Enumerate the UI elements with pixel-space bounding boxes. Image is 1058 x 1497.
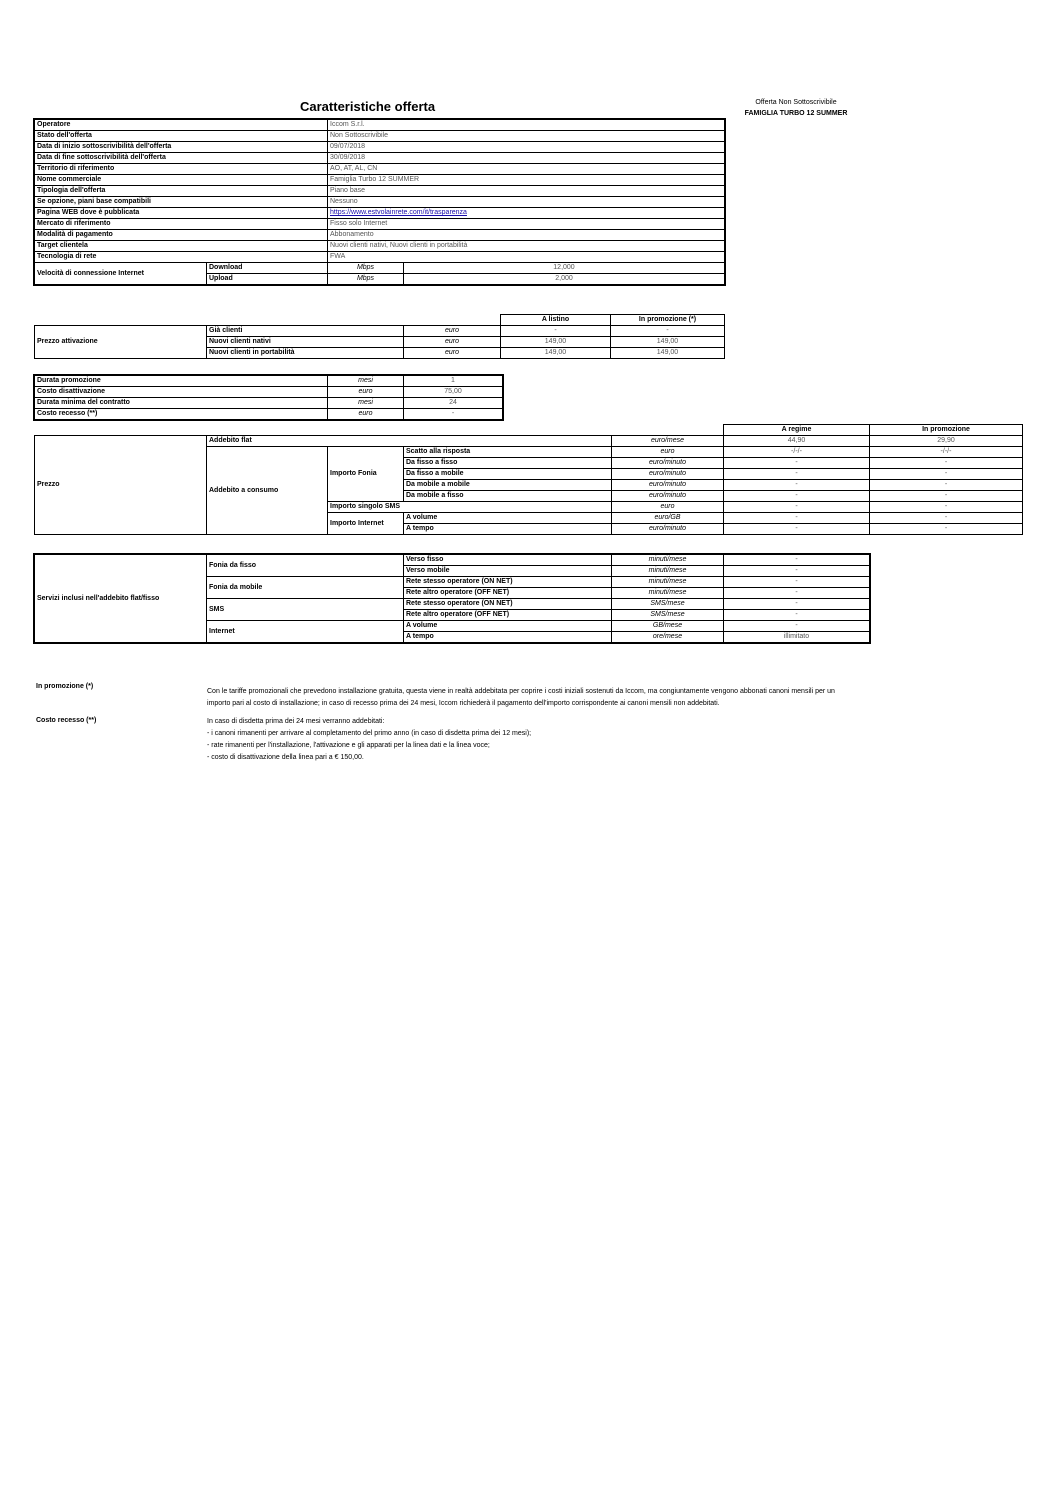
unit: euro [404,337,501,348]
recesso-note-line: In caso di disdetta prima dei 24 mesi verranno addebitati: [207,718,385,725]
duration-label: Durata promozione [35,376,328,387]
activation-row-label: Nuovi clienti nativi [207,337,404,348]
sms-service-label: SMS [207,599,404,621]
duration-value: 1 [404,376,503,387]
flat-promo: 29,90 [870,436,1023,447]
download-value: 12,000 [404,263,725,274]
price-row-label: A volume [404,513,612,524]
activation-table [34,314,725,359]
info-label: Target clientela [35,241,328,252]
col-listino: A listino [501,315,611,326]
price-row-label: Da mobile a fisso [404,491,612,502]
page-title: Caratteristiche offerta [300,99,436,114]
promo-value: - [870,480,1023,491]
sms-label: Importo singolo SMS [328,502,612,513]
recesso-note-line: - i canoni rimanenti per arrivare al completamento del primo anno (in caso di disdetta prima dei 12 mesi); [207,730,532,737]
unit: euro/minuto [612,524,724,535]
flat-regime: 44,90 [724,436,870,447]
promo-value: - [870,491,1023,502]
unit: mesi [328,376,404,387]
service-row-label: Rete stesso operatore (ON NET) [404,577,612,588]
table-row [35,326,725,337]
table-row [35,387,503,398]
upload-unit: Mbps [328,274,404,285]
fonia-label: Importo Fonia [328,447,404,502]
price-row-label: Scatto alla risposta [404,447,612,458]
info-value: 30/09/2018 [328,153,725,164]
promo-value: - [870,513,1023,524]
table-row [35,175,725,186]
offer-web-link[interactable]: https://www.estvolainrete.com/it/trasparenza [330,209,467,216]
recesso-note-label: Costo recesso (**) [36,717,97,724]
regime-value: - [724,480,870,491]
unit: euro/mese [612,436,724,447]
upload-label: Upload [207,274,328,285]
info-value: Non Sottoscrivibile [328,131,725,142]
duration-label: Costo disattivazione [35,387,328,398]
info-label: Data di inizio sottoscrivibilità dell'offerta [35,142,328,153]
listino-value: - [501,326,611,337]
duration-label: Durata minima del contratto [35,398,328,409]
service-value: - [724,621,870,632]
service-value: - [724,566,870,577]
unit: euro/minuto [612,480,724,491]
recesso-note [207,716,1017,764]
table-row [35,131,725,142]
info-label: Stato dell'offerta [35,131,328,142]
info-value: Abbonamento [328,230,725,241]
service-row-label: Rete altro operatore (OFF NET) [404,588,612,599]
table-row [35,409,503,420]
price-row-label: A tempo [404,524,612,535]
speed-label: Velocità di connessione Internet [35,263,207,285]
table-row [35,120,725,131]
info-value[interactable] [328,208,725,219]
service-row-label: A tempo [404,632,612,643]
table-row [35,263,725,274]
services-table [34,554,870,643]
promo-value: -/-/- [870,447,1023,458]
info-label: Operatore [35,120,328,131]
download-label: Download [207,263,328,274]
promo-value: - [870,524,1023,535]
promo-note-line: Con le tariffe promozionali che prevedono installazione gratuita, questa viene in realtà addebitata per coprire i costi iniziali sostenuti da Iccom, ma congiuntamente vengono abbonati canoni mensili per un [207,688,835,695]
service-row-label: A volume [404,621,612,632]
unit: ore/mese [612,632,724,643]
regime-value: - [724,469,870,480]
regime-value: - [724,502,870,513]
recesso-note-line: - rate rimanenti per l'installazione, l'attivazione e gli apparati per la linea dati e la linea voce; [207,742,490,749]
table-row [35,153,725,164]
info-label: Tipologia dell'offerta [35,186,328,197]
table-row [35,208,725,219]
internet-service-label: Internet [207,621,404,643]
unit: euro/minuto [612,491,724,502]
info-value: 09/07/2018 [328,142,725,153]
consumo-label: Addebito a consumo [207,447,328,535]
price-label: Prezzo [35,436,207,535]
table-row [35,219,725,230]
promo-note-label: In promozione (*) [36,683,94,690]
offer-name-line: FAMIGLIA TURBO 12 SUMMER [744,110,848,117]
info-value: Nuovi clienti nativi, Nuovi clienti in portabilità [328,241,725,252]
flat-label: Addebito flat [207,436,612,447]
unit: mesi [328,398,404,409]
service-value: - [724,610,870,621]
unit: euro/minuto [612,469,724,480]
service-value: - [724,599,870,610]
duration-value: 24 [404,398,503,409]
price-row-label: Da mobile a mobile [404,480,612,491]
table-row [35,230,725,241]
price-row-label: Da fisso a fisso [404,458,612,469]
info-label: Nome commerciale [35,175,328,186]
info-label: Pagina WEB dove è pubblicata [35,208,328,219]
promo-value: 149,00 [611,337,725,348]
download-unit: Mbps [328,263,404,274]
info-label: Modalità di pagamento [35,230,328,241]
unit: euro [404,348,501,359]
info-value: Nessuno [328,197,725,208]
info-value: Fisso solo Internet [328,219,725,230]
info-value: FWA [328,252,725,263]
col-regime: A regime [724,425,870,436]
offer-status-line: Offerta Non Sottoscrivibile [755,99,837,106]
offer-status-note [732,97,860,119]
activation-label: Prezzo attivazione [35,326,207,359]
fonia-mobile-label: Fonia da mobile [207,577,404,599]
unit: euro/minuto [612,458,724,469]
unit: GB/mese [612,621,724,632]
regime-value: - [724,513,870,524]
service-row-label: Verso fisso [404,555,612,566]
listino-value: 149,00 [501,337,611,348]
duration-table [34,375,503,420]
price-table [34,424,1023,535]
duration-value: - [404,409,503,420]
regime-value: -/-/- [724,447,870,458]
unit: euro [328,387,404,398]
fonia-fisso-label: Fonia da fisso [207,555,404,577]
info-label: Data di fine sottoscrivibilità dell'offerta [35,153,328,164]
table-row [35,398,503,409]
info-label: Tecnologia di rete [35,252,328,263]
info-value: AO, AT, AL, CN [328,164,725,175]
unit: euro [612,447,724,458]
info-table [34,119,725,285]
unit: euro/GB [612,513,724,524]
unit: minuti/mese [612,566,724,577]
table-row [35,186,725,197]
service-row-label: Verso mobile [404,566,612,577]
table-row [35,252,725,263]
info-label: Se opzione, piani base compatibili [35,197,328,208]
services-label: Servizi inclusi nell'addebito flat/fisso [35,555,207,643]
table-row [35,142,725,153]
info-value: Iccom S.r.l. [328,120,725,131]
regime-value: - [724,524,870,535]
promo-value: - [611,326,725,337]
internet-label: Importo Internet [328,513,404,535]
unit: euro [328,409,404,420]
duration-value: 75,00 [404,387,503,398]
info-label: Territorio di riferimento [35,164,328,175]
activation-row-label: Già clienti [207,326,404,337]
unit: minuti/mese [612,577,724,588]
service-row-label: Rete stesso operatore (ON NET) [404,599,612,610]
promo-value: - [870,469,1023,480]
unit: minuti/mese [612,588,724,599]
table-row [35,555,870,566]
service-value: - [724,588,870,599]
duration-label: Costo recesso (**) [35,409,328,420]
promo-note-line: importo pari al costo di installazione; in caso di recesso prima dei 24 mesi, Iccom richiederà il pagamento dell'importo corrispondente ai canoni mensili non addebitati. [207,700,720,707]
promo-value: - [870,502,1023,513]
table-row [35,436,1023,447]
unit: euro [404,326,501,337]
price-row-label: Da fisso a mobile [404,469,612,480]
promo-note [207,686,1017,710]
table-row [35,197,725,208]
info-label: Mercato di riferimento [35,219,328,230]
info-value: Piano base [328,186,725,197]
unit: euro [612,502,724,513]
upload-value: 2,000 [404,274,725,285]
table-row [35,376,503,387]
service-value: - [724,555,870,566]
listino-value: 149,00 [501,348,611,359]
unit: SMS/mese [612,610,724,621]
service-row-label: Rete altro operatore (OFF NET) [404,610,612,621]
activation-row-label: Nuovi clienti in portabilità [207,348,404,359]
col-promo-price: In promozione [870,425,1023,436]
info-value: Famiglia Turbo 12 SUMMER [328,175,725,186]
promo-value: 149,00 [611,348,725,359]
service-value: illimitato [724,632,870,643]
table-row [35,164,725,175]
unit: SMS/mese [612,599,724,610]
promo-value: - [870,458,1023,469]
service-value: - [724,577,870,588]
unit: minuti/mese [612,555,724,566]
table-row [35,241,725,252]
regime-value: - [724,458,870,469]
recesso-note-line: - costo di disattivazione della linea pari a € 150,00. [207,754,364,761]
col-promo: In promozione (*) [611,315,725,326]
regime-value: - [724,491,870,502]
